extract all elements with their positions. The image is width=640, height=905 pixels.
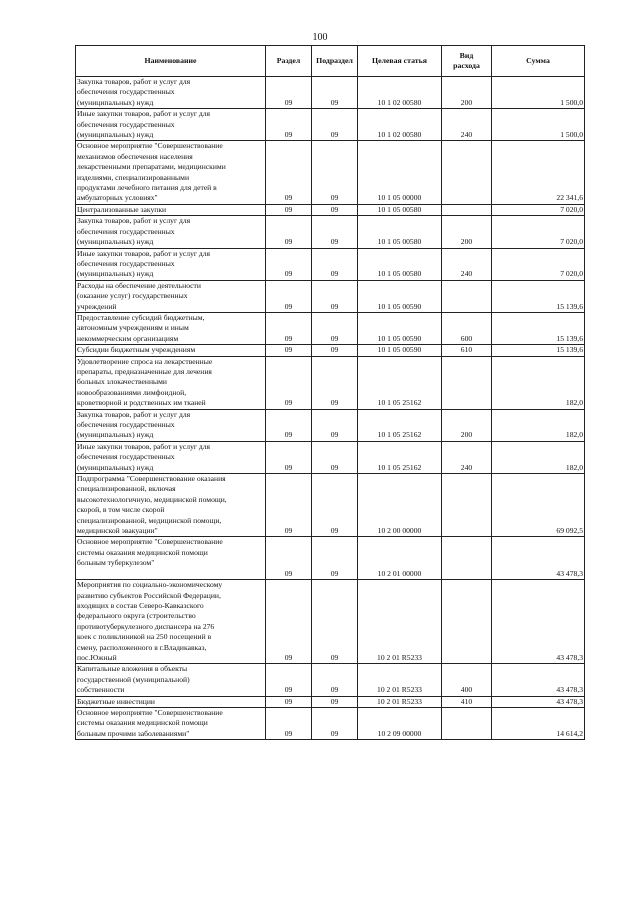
header-article: Целевая статья [358,46,442,77]
table-header-row [76,46,585,77]
table-row [76,580,585,664]
row-name: Закупка товаров, работ и услуг для обеспечения государственных (муниципальных) нужд [76,409,266,441]
row-section: 09 [266,312,312,344]
table-row [76,204,585,215]
table-row [76,280,585,312]
row-section: 09 [266,707,312,739]
row-kind [442,280,492,312]
row-section: 09 [266,280,312,312]
row-subsection: 09 [312,474,358,537]
table-row [76,441,585,473]
row-name: Иные закупки товаров, работ и услуг для обеспечения государственных (муниципальных) нужд [76,248,266,280]
row-sum: 182,0 [492,441,585,473]
row-name: Бюджетные инвестиции [76,696,266,707]
row-subsection: 09 [312,77,358,109]
budget-table [75,45,585,740]
row-name: Мероприятия по социально-экономическому развитию субъектов Российской Федерации, входящих в состав Северо-Кавказского федерального округа (строительство противотуберкулезного диспансера на 276 коек с поликлиникой на 250 посещений в смену, расположенного в г.Владикавказ, пос.Южный [76,580,266,664]
row-article: 10 1 02 00580 [358,109,442,141]
row-subsection: 09 [312,409,358,441]
row-article: 10 2 09 00000 [358,707,442,739]
row-subsection: 09 [312,707,358,739]
row-sum: 14 614,2 [492,707,585,739]
table-row [76,474,585,537]
row-sum: 7 020,0 [492,204,585,215]
row-sum: 22 341,6 [492,141,585,204]
row-article: 10 1 05 00580 [358,216,442,248]
row-name: Иные закупки товаров, работ и услуг для обеспечения государственных (муниципальных) нужд [76,109,266,141]
row-subsection: 09 [312,696,358,707]
row-section: 09 [266,77,312,109]
row-article: 10 1 05 25162 [358,409,442,441]
row-sum: 7 020,0 [492,248,585,280]
table-row [76,216,585,248]
row-sum: 69 092,5 [492,474,585,537]
row-name: Предоставление субсидий бюджетным, автономным учреждениям и иным некоммерческим организациям [76,312,266,344]
row-name: Централизованные закупки [76,204,266,215]
row-kind: 200 [442,409,492,441]
row-section: 09 [266,248,312,280]
row-section: 09 [266,537,312,580]
row-subsection: 09 [312,580,358,664]
row-article: 10 1 05 00000 [358,141,442,204]
row-sum: 182,0 [492,356,585,409]
table-row [76,696,585,707]
table-row [76,77,585,109]
row-article: 10 2 00 00000 [358,474,442,537]
row-subsection: 09 [312,537,358,580]
row-sum: 1 500,0 [492,109,585,141]
table-row [76,141,585,204]
row-section: 09 [266,141,312,204]
header-subsection: Подраздел [312,46,358,77]
row-section: 09 [266,474,312,537]
row-kind [442,707,492,739]
row-sum: 43 478,3 [492,696,585,707]
row-article: 10 2 01 00000 [358,537,442,580]
row-subsection: 09 [312,345,358,356]
row-kind: 200 [442,216,492,248]
row-name: Удовлетворение спроса на лекарственные препараты, предназначенные для лечения больных злокачественными новообразованиями лимфоидной, кроветворной и родственных им тканей [76,356,266,409]
row-article: 10 1 05 00580 [358,204,442,215]
row-article: 10 2 01 R5233 [358,664,442,696]
row-kind [442,204,492,215]
row-article: 10 1 05 00590 [358,280,442,312]
table-body [76,77,585,740]
table-row [76,537,585,580]
row-subsection: 09 [312,664,358,696]
row-sum: 15 139,6 [492,312,585,344]
row-kind: 240 [442,248,492,280]
row-section: 09 [266,664,312,696]
row-section: 09 [266,356,312,409]
table-row [76,312,585,344]
row-subsection: 09 [312,356,358,409]
table-row [76,109,585,141]
table-row [76,707,585,739]
row-name: Подпрограмма "Совершенствование оказания специализированной, включая высокотехнологичную, медицинской помощи, скорой, в том числе скорой специализированной, медицинской помощи, медицинской эвакуации" [76,474,266,537]
header-kind: Вид расхода [442,46,492,77]
row-section: 09 [266,109,312,141]
row-article: 10 1 05 25162 [358,441,442,473]
header-name: Наименование [76,46,266,77]
row-kind: 400 [442,664,492,696]
row-section: 09 [266,216,312,248]
row-subsection: 09 [312,216,358,248]
row-subsection: 09 [312,280,358,312]
row-kind [442,141,492,204]
row-section: 09 [266,696,312,707]
row-article: 10 1 05 00580 [358,248,442,280]
row-article: 10 1 05 00590 [358,312,442,344]
row-name: Субсидии бюджетным учреждениям [76,345,266,356]
table-row [76,356,585,409]
row-sum: 43 478,3 [492,664,585,696]
header-section: Раздел [266,46,312,77]
row-kind [442,356,492,409]
row-subsection: 09 [312,441,358,473]
row-section: 09 [266,441,312,473]
row-subsection: 09 [312,109,358,141]
row-subsection: 09 [312,312,358,344]
table-row [76,664,585,696]
row-subsection: 09 [312,204,358,215]
row-name: Иные закупки товаров, работ и услуг для обеспечения государственных (муниципальных) нужд [76,441,266,473]
row-name: Основное мероприятие "Совершенствование механизмов обеспечения населения лекарственными препаратами, медицинскими изделиями, специализированными продуктами лечебного питания для детей в амбулаторных условиях" [76,141,266,204]
row-sum: 43 478,3 [492,580,585,664]
row-kind [442,580,492,664]
row-name: Основное мероприятие "Совершенствование системы оказания медицинской помощи больным туберкулезом" [76,537,266,580]
row-kind: 610 [442,345,492,356]
row-name: Закупка товаров, работ и услуг для обеспечения государственных (муниципальных) нужд [76,216,266,248]
row-sum: 1 500,0 [492,77,585,109]
row-kind: 240 [442,441,492,473]
row-sum: 15 139,6 [492,280,585,312]
row-article: 10 2 01 R5233 [358,580,442,664]
row-name: Расходы на обеспечение деятельности (оказание услуг) государственных учреждений [76,280,266,312]
row-kind [442,474,492,537]
row-kind: 200 [442,77,492,109]
table-row [76,409,585,441]
row-kind: 240 [442,109,492,141]
row-article: 10 1 02 00580 [358,77,442,109]
row-kind: 600 [442,312,492,344]
row-subsection: 09 [312,248,358,280]
row-subsection: 09 [312,141,358,204]
row-name: Закупка товаров, работ и услуг для обеспечения государственных (муниципальных) нужд [76,77,266,109]
row-article: 10 1 05 25162 [358,356,442,409]
row-name: Капитальные вложения в объекты государственной (муниципальной) собственности [76,664,266,696]
row-name: Основное мероприятие "Совершенствование системы оказания медицинской помощи больным прочими заболеваниями" [76,707,266,739]
page-number: 100 [312,32,328,43]
row-kind [442,537,492,580]
row-section: 09 [266,345,312,356]
row-section: 09 [266,409,312,441]
row-article: 10 2 01 R5233 [358,696,442,707]
table-row [76,345,585,356]
row-section: 09 [266,580,312,664]
row-sum: 182,0 [492,409,585,441]
row-sum: 7 020,0 [492,216,585,248]
row-kind: 410 [442,696,492,707]
row-sum: 43 478,3 [492,537,585,580]
table-row [76,248,585,280]
row-sum: 15 139,6 [492,345,585,356]
header-sum: Сумма [492,46,585,77]
row-article: 10 1 05 00590 [358,345,442,356]
row-section: 09 [266,204,312,215]
